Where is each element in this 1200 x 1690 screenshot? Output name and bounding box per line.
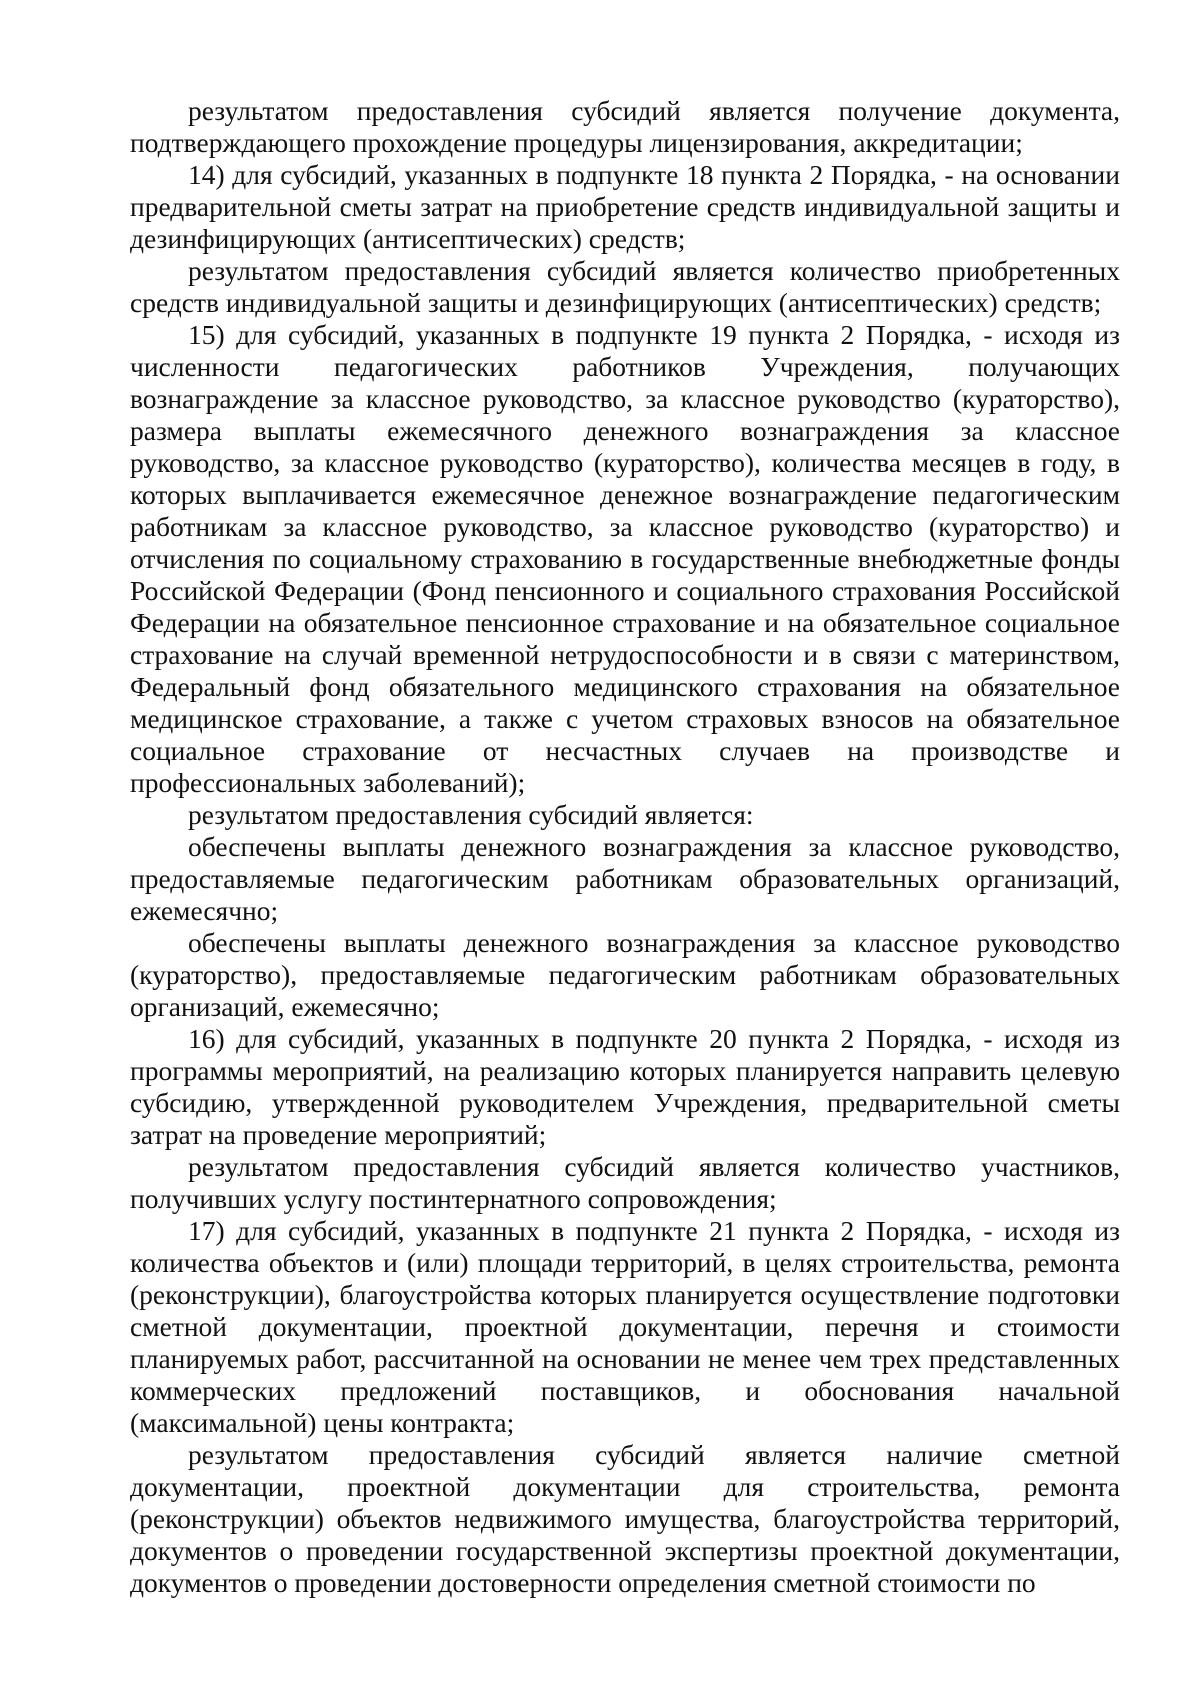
paragraph-item-15: 15) для субсидий, указанных в подпункте 19 пункта 2 Порядка, - исходя из численности педагогических работников Учреждения, получающих вознаграждение за классное руководство, за классное руководство (кураторство), размера выплаты ежемесячного денежного вознаграждения за классное руководство, за классное руководство (кураторство), количества месяцев в году, в которых выплачивается ежемесячное денежное вознаграждение педагогическим работникам за классное руководство, за классное руководство (кураторство) и отчисления по социальному страхованию в государственные внебюджетные фонды Российской Федерации (Фонд пенсионного и социального страхования Российской Федерации на обязательное пенсионное страхование и на обязательное социальное страхование на случай временной нетрудоспособности и в связи с материнством, Федеральный фонд обязательного медицинского страхования на обязательное медицинское страхование, а также с учетом страховых взносов на обязательное социальное страхование от несчастных случаев на производстве и профессиональных заболеваний); [130,319,1120,798]
paragraph-result-licensing: результатом предоставления субсидий является получение документа, подтверждающего прохождение процедуры лицензирования, аккредитации; [130,95,1120,158]
paragraph-item-17: 17) для субсидий, указанных в подпункте 21 пункта 2 Порядка, - исходя из количества объектов и (или) площади территорий, в целях строительства, ремонта (реконструкции), благоустройства которых планируется осуществление подготовки сметной документации, проектной документации, перечня и стоимости планируемых работ, рассчитанной на основании не менее чем трех представленных коммерческих предложений поставщиков, и обоснования начальной (максимальной) цены контракта; [130,1215,1120,1438]
paragraph-result-documentation: результатом предоставления субсидий является наличие сметной документации, проектной документации для строительства, ремонта (реконструкции) объектов недвижимого имущества, благоустройства территорий, документов о проведении государственной экспертизы проектной документации, документов о проведении достоверности определения сметной стоимости по [130,1439,1120,1598]
paragraph-result-payments-curator: обеспечены выплаты денежного вознаграждения за классное руководство (кураторство), предоставляемые педагогическим работникам образовательных организаций, ежемесячно; [130,927,1120,1022]
paragraph-item-14: 14) для субсидий, указанных в подпункте 18 пункта 2 Порядка, - на основании предварительной сметы затрат на приобретение средств индивидуальной защиты и дезинфицирующих (антисептических) средств; [130,159,1120,254]
paragraph-result-participants: результатом предоставления субсидий является количество участников, получивших услугу постинтернатного сопровождения; [130,1151,1120,1214]
paragraph-result-payments-class: обеспечены выплаты денежного вознаграждения за классное руководство, предоставляемые педагогическим работникам образовательных организаций, ежемесячно; [130,831,1120,926]
paragraph-item-16: 16) для субсидий, указанных в подпункте 20 пункта 2 Порядка, - исходя из программы мероприятий, на реализацию которых планируется направить целевую субсидию, утвержденной руководителем Учреждения, предварительной сметы затрат на проведение мероприятий; [130,1023,1120,1150]
document-body [130,95,1120,1599]
paragraph-result-intro: результатом предоставления субсидий является: [188,799,754,830]
paragraph-result-protective-means: результатом предоставления субсидий является количество приобретенных средств индивидуальной защиты и дезинфицирующих (антисептических) средств; [130,255,1120,318]
